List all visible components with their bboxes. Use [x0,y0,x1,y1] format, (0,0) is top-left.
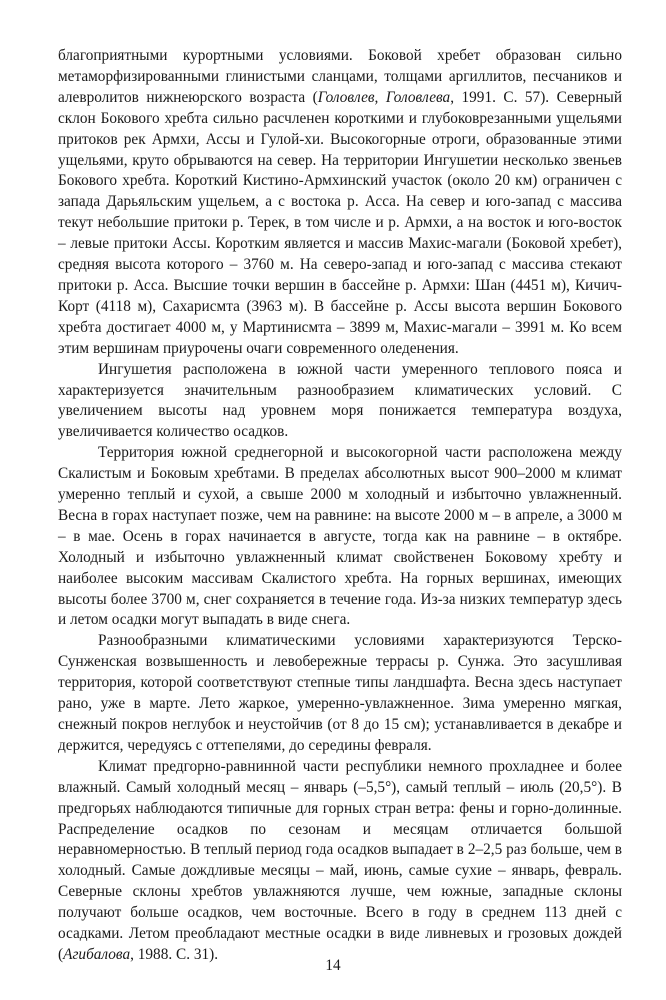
page-number: 14 [325,957,341,974]
paragraph-text: , 1991. С. 57). Северный склон Бокового хребта сильно расчленен короткими и глубоковрезанными ущельями притоков рек Армхи, Ассы и Гулой-хи. Высокогорные отроги, образованные этими ущельями, круто обрываются на север. На территории Ингушетии несколько звеньев Бокового хребта. Короткий Кистино-Армхинский участок (около 20 км) ограничен с запада Дарьяльским ущельем, а с востока р. Асса. На север и юго-запад с массива текут небольшие притоки р. Терек, в том числе и р. Армхи, а на восток и юго-восток – левые притоки Ассы. Коротким является и массив Махис-магали (Боковой хребет), средняя высота которого – 3760 м. На северо-запад и юго-запад с массива стекают притоки р. Асса. Высшие точки вершин в бассейне р. Армхи: Шан (4451 м), Кичич-Корт (4118 м), Сахарисмта (3963 м). В бассейне р. Ассы высота вершин Бокового хребта достигает 4000 м, у Мартинисмта – 3899 м, Махис-магали – 3991 м. Ко всем этим вершинам приурочены очаги современного оледенения. [58,88,623,357]
paragraph [58,631,622,756]
paragraph-text: Климат предгорно-равнинной части республики немного прохладнее и более влажный. Самый холодный месяц – январь (–5,5°), самый теплый – июль (20,5°). В предгорьях наблюдаются типичные для горных стран ветра: фены и горно-долинные. Распределение осадков по сезонам и месяцам отличается большой неравномерностью. В теплый период года осадков выпадает в 2–2,5 раз больше, чем в холодный. Самые дождливые месяцы – май, июнь, самые сухие – январь, февраль. Северные склоны хребтов увлажняются лучше, чем южные, западные склоны получают больше осадков, чем восточные. Всего в году в среднем 113 дней с осадками. Летом преобладают местные осадки в виде ливневых и грозовых дождей ( [58,757,622,963]
author-citation: Головлев, Головлева [317,88,451,106]
paragraph [58,443,622,631]
page-body [58,46,622,966]
paragraph-text: благоприятными курортными условиями. Боковой хребет образован сильно метаморфизированными глинистыми сланцами, толщами аргиллитов, песчаников и алевролитов нижнеюрского возраста ( [58,47,622,106]
paragraph [58,757,622,966]
paragraph-text: , 1988. С. 31). [130,945,219,963]
paragraph-text: Разнообразными климатическими условиями характеризуются Терско-Сунженская возвышенность и левобережные террасы р. Сунжа. Это засушливая территория, которой соответствуют степные типы ландшафта. Весна здесь наступает рано, уже в марте. Лето жаркое, умеренно-увлажненное. Зима умеренно мягкая, снежный покров неглубок и неустойчив (от 8 до 15 см); устанавливается в декабре и держится, чередуясь с оттепелями, до середины февраля. [58,632,622,754]
paragraph [58,46,622,360]
paragraph-text: Ингушетия расположена в южной части умеренного теплового пояса и характеризуется значительным разнообразием климатических условий. С увеличением высоты над уровнем моря понижается температура воздуха, увеличивается количество осадков. [58,360,622,441]
paragraph [58,360,622,444]
author-citation: Агибалова [63,945,131,963]
paragraph-text: Территория южной среднегорной и высокогорной части расположена между Скалистым и Боковым хребтами. В пределах абсолютных высот 900–2000 м климат умеренно теплый и сухой, а свыше 2000 м холодный и избыточно увлажненный. Весна в горах наступает позже, чем на равнине: на высоте 2000 м – в апреле, а 3000 м – в мае. Осень в горах начинается в августе, тогда как на равнине – в октябре. Холодный и избыточно увлажненный климат свойственен Боковому хребту и наиболее высоким массивам Скалистого хребта. На горных вершинах, имеющих высоты более 3700 м, снег сохраняется в течение года. Из-за низких температур здесь и летом осадки могут выпадать в виде снега. [58,444,622,629]
